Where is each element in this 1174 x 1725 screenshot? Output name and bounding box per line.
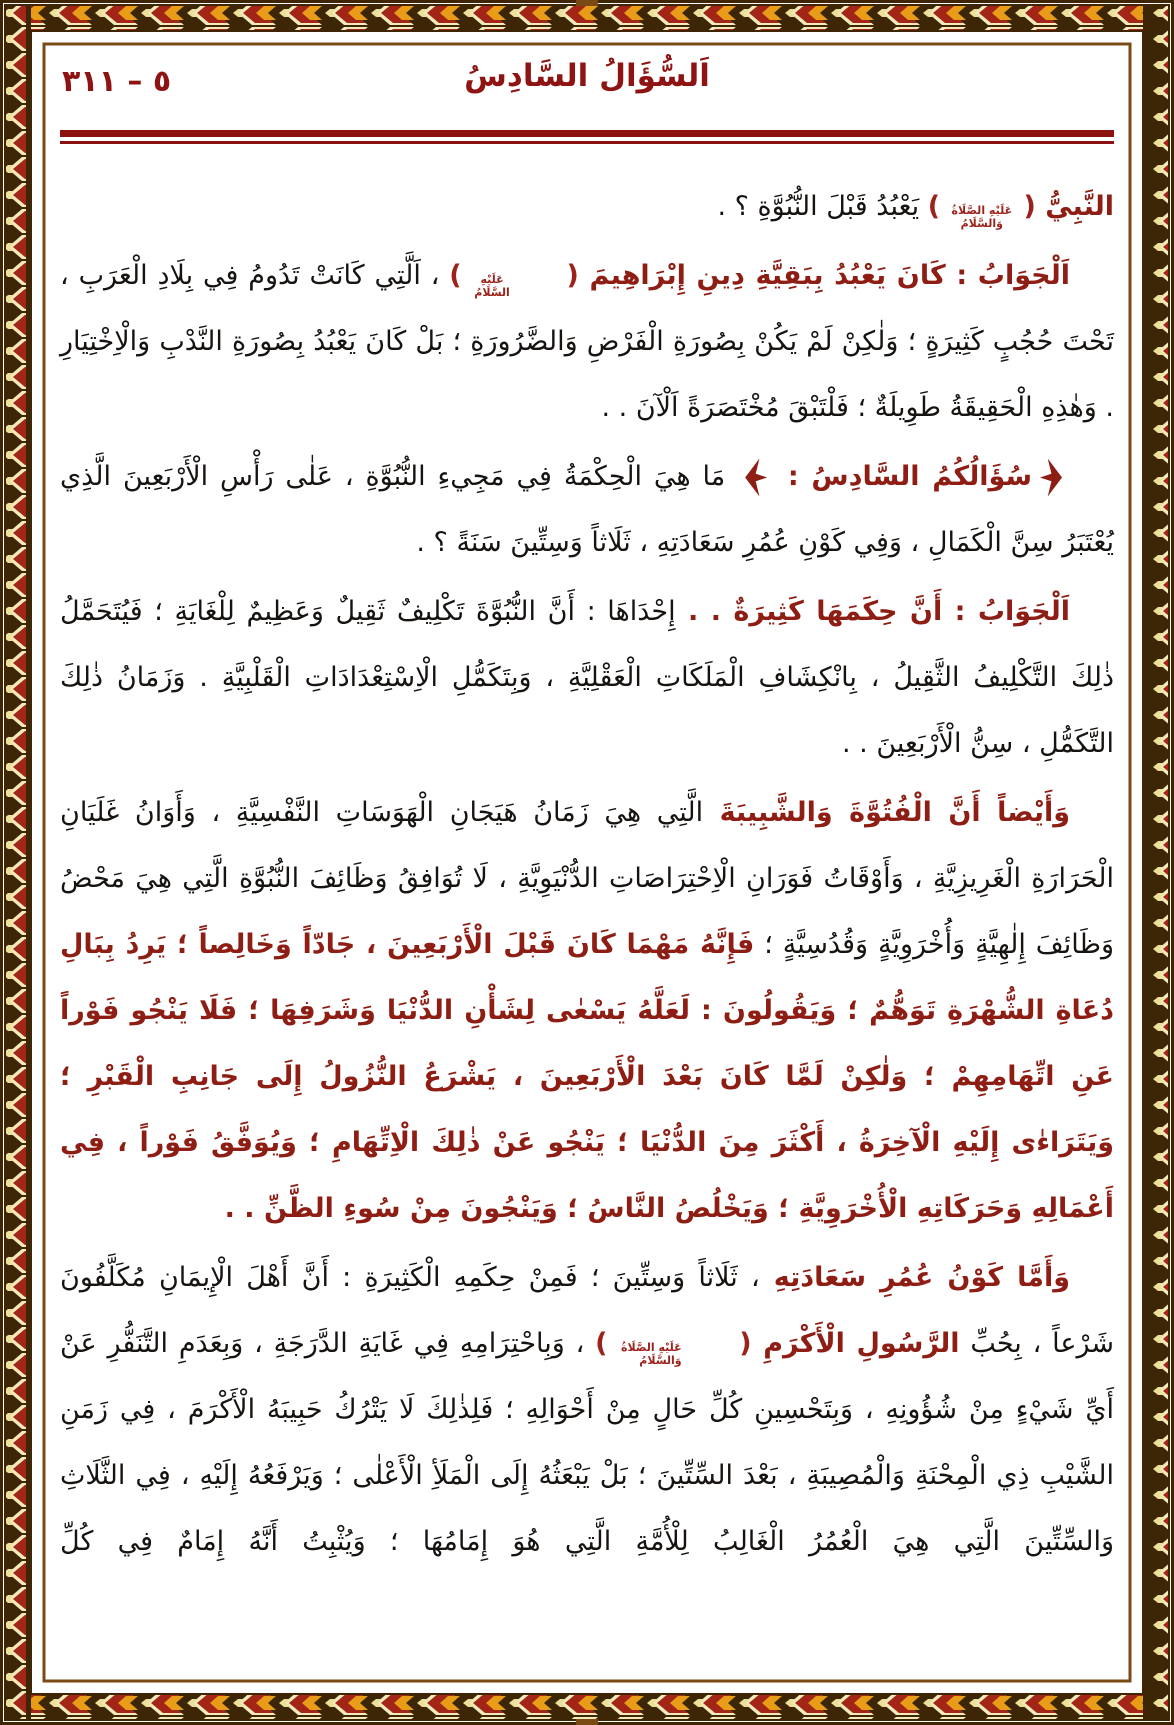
double-rule	[60, 130, 1114, 144]
text-run-black: ، ثَلَاثاً وَسِتِّينَ ؛ فَمِنْ حِكَمِهِ الْكَثِيرَةِ : أَنَّ أَهْلَ الْإِيمَانِ مُكَلَّفُونَ شَرْعاً ، بِحُبِّ	[60, 1262, 1114, 1359]
text-run-red: اَلْجَوَابُ : كَانَ يَعْبُدُ بِبَقِيَّةِ دِينِ إِبْرَاهِيمَ	[578, 260, 1070, 291]
text-run-black: ، اَلَّتِي كَانَتْ تَدُومُ فِي بِلَادِ الْعَرَبِ ، تَحْتَ حُجُبٍ كَثِيرَةٍ ؛ وَلٰكِنْ لَمْ يَكُنْ بِصُورَةِ الْفَرْضِ وَالضَّرُورَةِ ؛ بَلْ كَانَ يَعْبُدُ بِصُورَةِ النَّدْبِ وَالْاِخْتِيَارِ . وَهٰذِهِ الْحَقِيقَةُ طَوِيلَةٌ ؛ فَلْتَبْقَ مُخْتَصَرَةً اَلْآنَ . .	[60, 260, 1114, 423]
honorific-seal-icon: ( عَلَيْهِ السَّلَامُ )	[449, 260, 579, 299]
text-run-red: سُؤَالُكُمُ السَّادِسُ :	[775, 461, 1032, 492]
text-run-black: الَّتِي هِيَ زَمَانُ هَيَجَانِ الْهَوَسَاتِ النَّفْسِيَّةِ ، وَأَوَانُ غَلَيَانِ الْحَرَارَةِ الْغَرِيزِيَّةِ ، وَأَوْقَاتُ فَوَرَانِ الْاِحْتِرَاصَاتِ الدُّنْيَوِيَّةِ ، لَا تُوَافِقُ وَظَائِفَ النُّبُوَّةِ الَّتِي هِيَ مَحْضُ وَظَائِفَ إِلٰهِيَّةٍ وَأُخْرَوِيَّةٍ وَقُدُسِيَّةٍ ؛	[60, 797, 1115, 960]
rule-thick-line	[60, 130, 1114, 137]
ornate-bracket-icon	[1040, 459, 1062, 497]
body-text	[60, 174, 1114, 1575]
text-run-red: فَإِنَّهُ مَهْمَا كَانَ قَبْلَ الْأَرْبَعِينَ ، جَادّاً وَخَالِصاً ؛ يَرِدُ بِبَالِ دُعَاةِ الشُّهْرَةِ تَوَهُّمٌ ؛ وَيَقُولُونَ : لَعَلَّهُ يَسْعٰى لِشَأْنِ الدُّنْيَا وَشَرَفِهَا ؛ فَلَا يَنْجُو فَوْراً عَنِ اتِّهَامِهِمْ ؛ وَلٰكِنْ لَمَّا كَانَ بَعْدَ الْأَرْبَعِينَ ، يَشْرَعُ النُّزُولُ إِلَى جَانِبِ الْقَبْرِ ؛ وَيَتَرَاءٰى إِلَيْهِ الْآخِرَةُ ، أَكْثَرَ مِنَ الدُّنْيَا ؛ يَنْجُو عَنْ ذٰلِكَ الْاِتِّهَامِ ؛ وَيُوَفَّقُ فَوْراً ، فِي أَعْمَالِهِ وَحَرَكَاتِهِ الْأُخْرَوِيَّةِ ؛ وَيَخْلُصُ النَّاسُ ؛ وَيَنْجُونَ مِنْ سُوءِ الظَّنِّ . .	[60, 929, 1114, 1224]
honorific-seal-text: عَلَيْهِ الصَّلَاةُ وَالسَّلَامُ	[621, 1341, 682, 1367]
rule-thin-line	[60, 141, 1114, 144]
paragraph	[60, 243, 1114, 441]
page-number: ٥ – ٣١١	[62, 64, 172, 99]
paragraph	[60, 780, 1114, 1242]
text-run-black: يَعْبُدُ قَبْلَ النُّبُوَّةِ ؟ .	[717, 191, 928, 222]
text-run-black: إِحْدَاهَا : أَنَّ النُّبُوَّةَ تَكْلِيفٌ ثَقِيلٌ وَعَظِيمٌ لِلْغَايَةِ ؛ فَيُتَحَمَّلُ ذٰلِكَ التَّكْلِيفُ الثَّقِيلُ ، بِانْكِشَافِ الْمَلَكَاتِ الْعَقْلِيَّةِ ، وَبِتَكَمُّلِ الْاِسْتِعْدَادَاتِ الْقَلْبِيَّةِ . وَزَمَانُ ذٰلِكَ التَّكَمُّلِ ، سِنُّ الْأَرْبَعِينَ . .	[60, 596, 1114, 759]
text-run-red: اَلْجَوَابُ : أَنَّ حِكَمَهَا كَثِيرَةٌ . .	[675, 596, 1071, 627]
honorific-seal-text: عَلَيْهِ السَّلَامُ	[474, 273, 510, 299]
honorific-seal-text: عَلَيْهِ الصَّلَاةُ وَالسَّلَامُ	[951, 204, 1013, 230]
text-run-black: مَا هِيَ الْحِكْمَةُ فِي مَجِيءِ النُّبُوَّةِ ، عَلٰى رَأْسِ الْأَرْبَعِينَ الَّذِي يُعْتَبَرُ سِنَّ الْكَمَالِ ، وَفِي كَوْنِ عُمُرِ سَعَادَتِهِ ، ثَلَاثاً وَسِتِّينَ سَنَةً ؟ .	[60, 461, 1114, 558]
text-run-red: وَأَيْضاً أَنَّ الْفُتُوَّةَ وَالشَّبِيبَةَ	[703, 797, 1070, 828]
honorific-seal-icon: ( عَلَيْهِ الصَّلَاةُ وَالسَّلَامُ )	[927, 191, 1036, 230]
text-run-black: ، وَبِاحْتِرَامِهِ فِي غَايَةِ الدَّرَجَةِ ، وَبِعَدَمِ التَّنَفُّرِ عَنْ أَيِّ شَيْءٍ مِنْ شُؤُونِهِ ، وَبِتَحْسِينِ كُلِّ حَالٍ مِنْ أَحْوَالِهِ ؛ فَلِذٰلِكَ لَا يَتْرُكُ حَبِيبَهُ الْأَكْرَمَ ، فِي زَمَنِ الشَّيْبِ ذِي الْمِحْنَةِ وَالْمُصِيبَةِ ، بَعْدَ السِّتِّينَ ؛ بَلْ يَبْعَثُهُ إِلَى الْمَلَأِ الْأَعْلٰى ؛ وَيَرْفَعُهُ إِلَيْهِ ، فِي الثَّلَاثِ وَالسِّتِّينَ الَّتِي هِيَ الْعُمُرُ الْغَالِبُ لِلْأُمَّةِ الَّتِي هُوَ إِمَامُهَا ؛ وَيُثْبِتُ أَنَّهُ إِمَامٌ فِي كُلِّ	[60, 1328, 1114, 1557]
page-title: اَلسُّؤَالُ السَّادِسُ	[464, 58, 710, 94]
text-run-red: النَّبِيُّ	[1035, 191, 1114, 222]
paragraph	[60, 174, 1114, 240]
paragraph	[60, 579, 1114, 777]
paragraph	[60, 444, 1114, 576]
text-run-red: وَأَمَّا كَوْنُ عُمُرِ سَعَادَتِهِ	[759, 1262, 1070, 1293]
page-content	[60, 50, 1114, 1675]
ornate-bracket-icon	[745, 459, 767, 497]
paragraph	[60, 1245, 1114, 1575]
page-header	[60, 50, 1114, 116]
text-run-red: الرَّسُولِ الْأَكْرَمِ	[751, 1328, 960, 1359]
honorific-seal-icon: ( عَلَيْهِ الصَّلَاةُ وَالسَّلَامُ )	[595, 1328, 752, 1367]
